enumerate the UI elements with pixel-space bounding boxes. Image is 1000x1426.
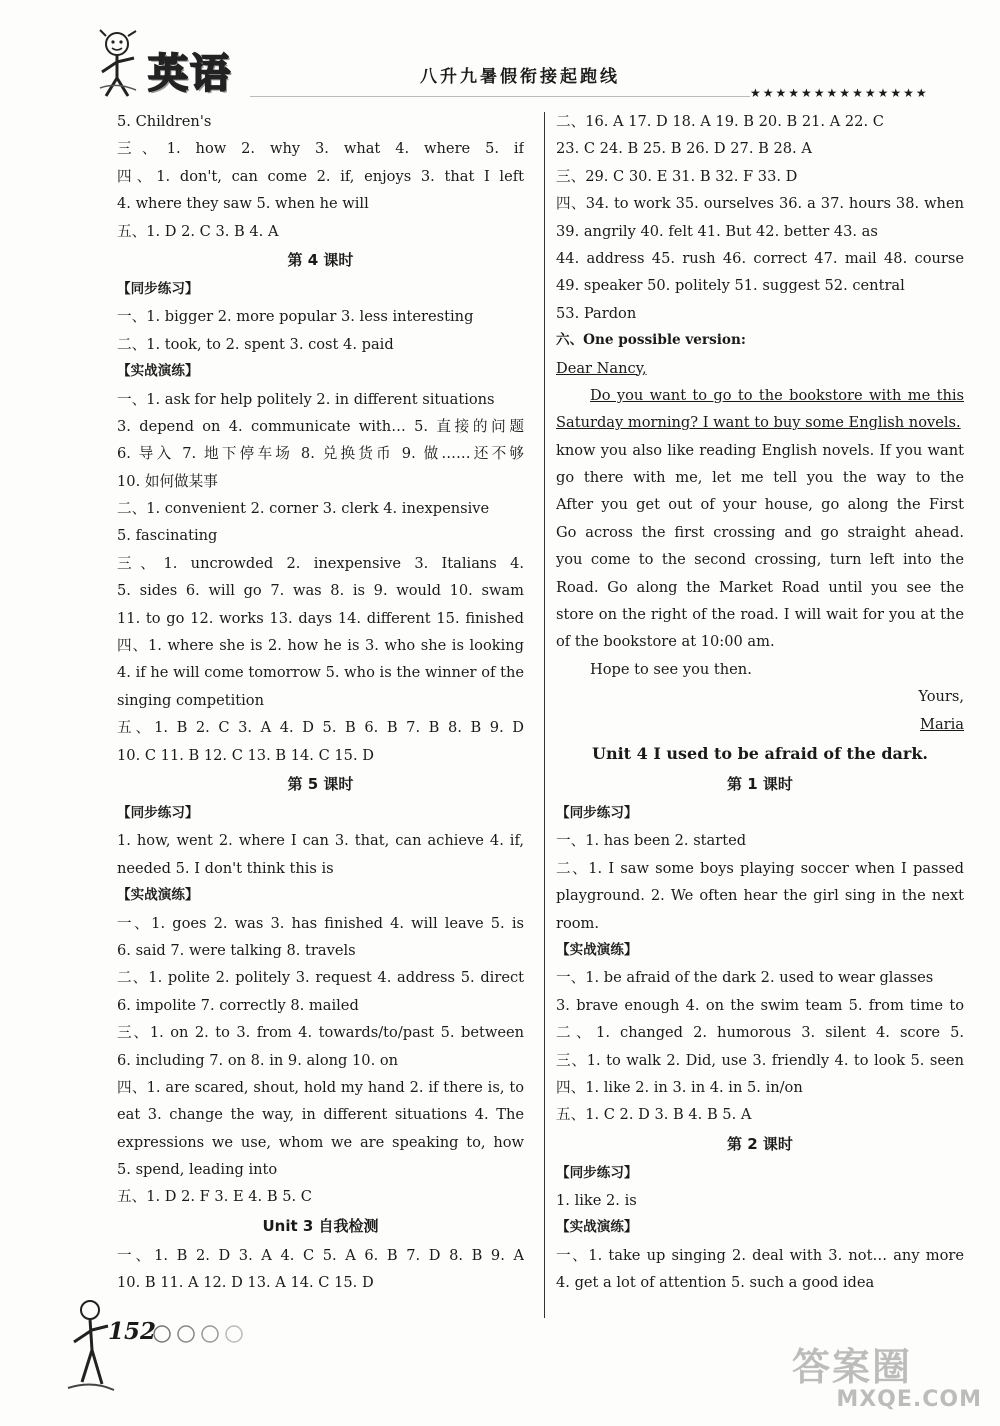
letter-line: After you get out of your house, go along the First [556,496,964,514]
lesson-heading: 第 1 课时 [727,774,793,793]
answer-line: 11. to go 12. works 13. days 14. different 15. finished [117,609,524,627]
footer-circles-icon [150,1322,250,1346]
answer-line: 3. brave enough 4. on the swim team 5. from time to [556,996,964,1014]
answer-line: 四、1. where she is 2. how he is 3. who she is looking [117,637,524,655]
unit-heading: Unit 4 I used to be afraid of the dark. [592,743,928,763]
answer-line: 6. 导入 7. 地下停车场 8. 兑换货币 9. 做……还不够 [117,445,524,463]
watermark-url: MXQE.COM [836,1387,982,1412]
answer-line: 10. C 11. B 12. C 13. B 14. C 15. D [117,746,374,764]
answer-line: 一、1. take up singing 2. deal with 3. not… any more [556,1246,964,1264]
section-tag: 【实战演练】 [556,1219,638,1236]
letter-line: go there with me, let me tell you the way to the [556,469,964,487]
letter-closing: Yours, [918,688,964,706]
answer-line: 三、1. on 2. to 3. from 4. towards/to/past 5. between [117,1024,524,1042]
answer-line: 44. address 45. rush 46. correct 47. mail 48. course [556,249,964,267]
answer-line: 四、1. like 2. in 3. in 4. in 5. in/on [556,1078,803,1096]
section-tag: 【实战演练】 [117,887,199,904]
section-tag: 【实战演练】 [117,363,199,380]
answer-line: 4. if he will come tomorrow 5. who is the winner of the [117,664,524,682]
answer-line: 五、1. B 2. C 3. A 4. D 5. B 6. B 7. B 8. B 9. D [117,719,524,737]
answer-line: eat 3. change the way, in different situations 4. The [117,1106,524,1124]
answer-line: 四、1. are scared, shout, hold my hand 2. if there is, to [117,1078,524,1096]
lesson-heading: 第 2 课时 [727,1134,793,1153]
answer-line: expressions we use, whom we are speaking to, how [117,1133,524,1151]
letter-line: you come to the second crossing, turn left into the [556,551,964,569]
answer-line: 一、1. goes 2. was 3. has finished 4. will leave 5. is [117,914,524,932]
right-column [556,108,964,1297]
page-header [0,0,1000,110]
answer-line: needed 5. I don't think this is [117,859,334,877]
header-stars: ★★★★★★★★★★★★★★ [750,86,929,100]
answer-line: 二、1. I saw some boys playing soccer when I passed [556,859,964,877]
letter-line: Hope to see you then. [590,660,752,678]
letter-line: store on the right of the road. I will wait for you at the [556,606,964,624]
answer-line: 五、1. C 2. D 3. B 4. B 5. A [556,1106,752,1124]
answer-line: 二、1. took, to 2. spent 3. cost 4. paid [117,335,394,353]
letter-line: know you also like reading English novels. If you want [556,441,964,459]
letter-line: Road. Go along the Market Road until you see the [556,578,964,596]
answer-line: 1. like 2. is [556,1192,637,1210]
letter-line: Do you want to go to the bookstore with me this [590,386,964,404]
answer-line: 3. depend on 4. communicate with… 5. 直接的问题 [117,417,524,435]
section-tag: 【实战演练】 [556,941,638,958]
header-title: 八升九暑假衔接起跑线 [420,67,620,87]
answer-line: 5. fascinating [117,527,218,545]
watermark [792,1346,982,1418]
section-tag: 【同步练习】 [117,804,199,821]
answer-line: 一、1. ask for help politely 2. in different situations [117,390,495,408]
section-tag: 【同步练习】 [556,1164,638,1181]
answer-line: 一、1. be afraid of the dark 2. used to wear glasses [556,969,934,987]
answer-line: 三、1. uncrowded 2. inexpensive 3. Italians 4. [117,554,524,572]
answer-line: room. [556,914,600,932]
answer-line: 三、29. C 30. E 31. B 32. F 33. D [556,167,798,185]
letter-line: Go across the first crossing and go straight ahead. [556,523,964,541]
answer-line: 6. including 7. on 8. in 9. along 10. on [117,1051,399,1069]
answer-line: playground. 2. We often hear the girl sing in the next [556,887,964,905]
section-tag: 【同步练习】 [117,280,199,297]
answer-line: 二、1. changed 2. humorous 3. silent 4. score 5. [556,1024,964,1042]
lesson-heading: 第 4 课时 [287,250,354,269]
answer-line: 二、16. A 17. D 18. A 19. B 20. B 21. A 22. C [556,113,884,130]
answer-line: 53. Pardon [556,304,637,322]
answer-line: 二、1. polite 2. politely 3. request 4. address 5. direct [117,969,524,987]
answer-line: 6. impolite 7. correctly 8. mailed [117,996,359,1014]
answer-line: 三、1. how 2. why 3. what 4. where 5. if [117,140,524,158]
answer-line: 四、34. to work 35. ourselves 36. a 37. hours 38. when [556,195,964,213]
answer-line: 4. get a lot of attention 5. such a good idea [556,1274,875,1292]
answer-line: 49. speaker 50. politely 51. suggest 52. central [556,277,905,295]
answer-line: 5. Children's [117,113,212,130]
answer-line: 10. 如何做某事 [117,472,218,490]
watermark-logo: 答案圈 [792,1345,913,1389]
answer-line: 5. sides 6. will go 7. was 8. is 9. would 10. swam [117,582,524,600]
page-number: 152 [108,1318,157,1345]
section-tag: 【同步练习】 [556,804,638,821]
cartoon-mascot-icon [92,28,142,100]
answer-line: 1. how, went 2. where I can 3. that, can achieve 4. if, [117,832,524,850]
left-column [117,108,524,1297]
answer-line: 三、1. to walk 2. Did, use 3. friendly 4. to look 5. seen [556,1051,964,1069]
sample-label: 六、One possible version: [556,332,746,349]
answer-line: singing competition [117,691,264,709]
answer-line: 五、1. D 2. C 3. B 4. A [117,222,279,240]
letter-line: of the bookstore at 10:00 am. [556,633,775,651]
column-divider [544,112,545,1318]
answer-line: 5. spend, leading into [117,1161,278,1179]
answer-line: 一、1. has been 2. started [556,832,747,850]
answer-line: 四、1. don't, can come 2. if, enjoys 3. that I left [117,167,524,185]
answer-line: 6. said 7. were talking 8. travels [117,941,356,959]
answer-line: 二、1. convenient 2. corner 3. clerk 4. inexpensive [117,500,490,518]
answer-line: 一、1. bigger 2. more popular 3. less interesting [117,308,474,326]
lesson-heading: 第 5 课时 [287,774,354,793]
letter-salutation: Dear Nancy, [556,359,647,377]
letter-line: Saturday morning? I want to buy some English novels. [556,414,961,432]
answer-line: 五、1. D 2. F 3. E 4. B 5. C [117,1188,312,1206]
answer-line: 23. C 24. B 25. B 26. D 27. B 28. A [556,140,812,158]
logo-title: 英语 [148,50,232,97]
answer-line: 39. angrily 40. felt 41. But 42. better 43. as [556,222,878,240]
header-divider [250,96,750,97]
answer-line: 一、1. B 2. D 3. A 4. C 5. A 6. B 7. D 8. B 9. A [117,1246,524,1264]
letter-signature: Maria [920,715,964,733]
answer-line: 10. B 11. A 12. D 13. A 14. C 15. D [117,1274,374,1292]
answer-line: 4. where they saw 5. when he will [117,195,369,213]
unit-heading: Unit 3 自我检测 [262,1216,379,1235]
